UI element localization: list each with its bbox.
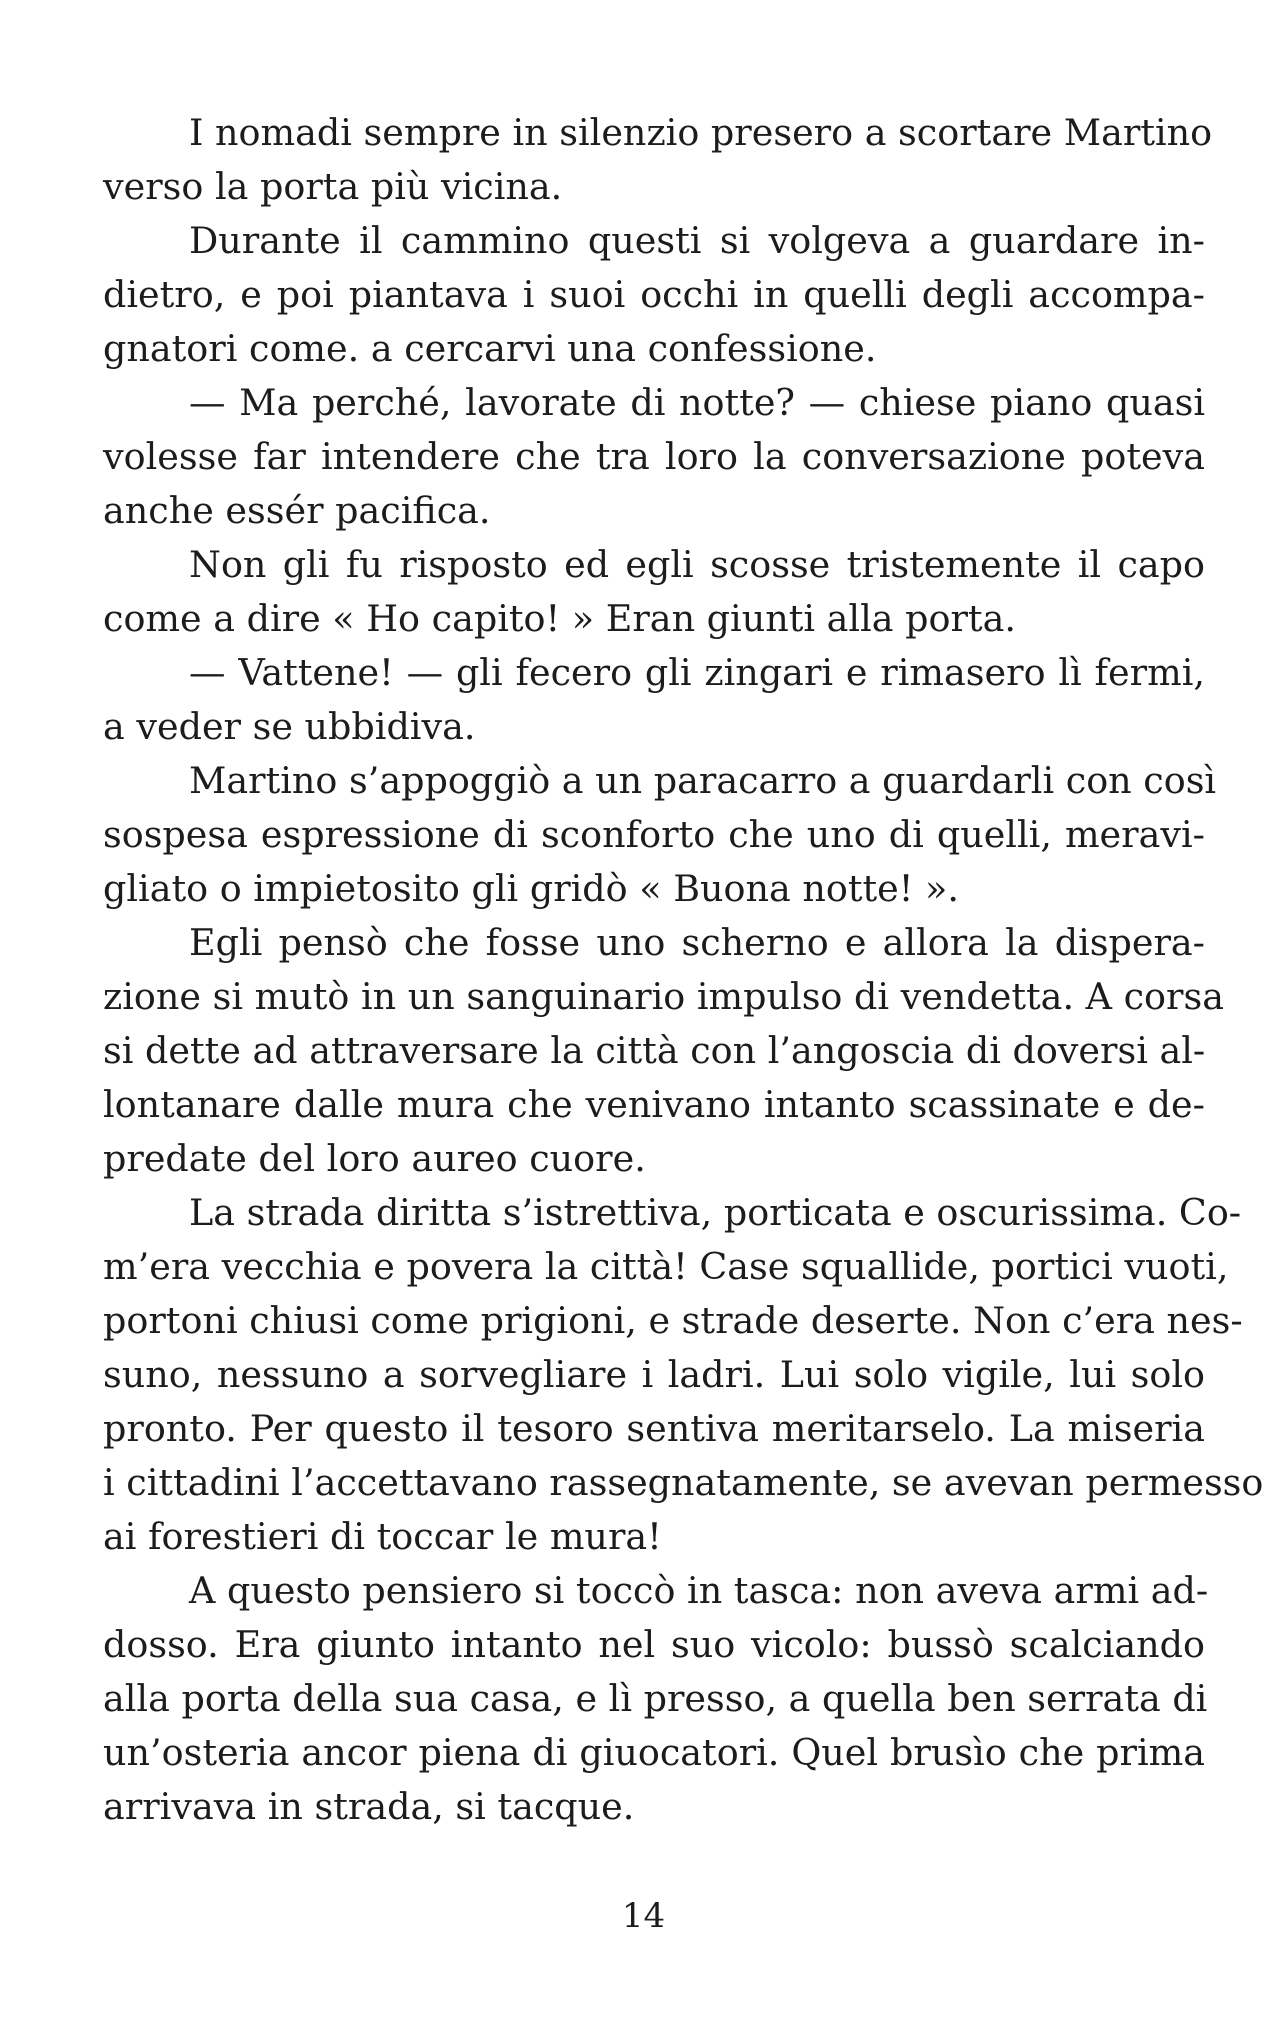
text-line: si dette ad attraversare la città con l’angoscia di doversi al- xyxy=(103,1029,1206,1072)
text-line: — Ma perché, lavorate di notte? — chiese piano quasi xyxy=(189,381,1205,424)
text-line: A questo pensiero si toccò in tasca: non aveva armi ad- xyxy=(189,1569,1209,1612)
text-line: un’osteria ancor piena di giuocatori. Quel brusìo che prima xyxy=(103,1731,1205,1774)
text-line: dietro, e poi piantava i suoi occhi in quelli degli accompa- xyxy=(103,273,1205,316)
page-number: 14 xyxy=(621,1896,666,1936)
text-line: come a dire « Ho capito! » Eran giunti alla porta. xyxy=(103,597,1016,640)
text-line: m’era vecchia e povera la città! Case squallide, portici vuoti, xyxy=(103,1245,1229,1288)
body-text xyxy=(103,106,1264,1834)
text-line: portoni chiusi come prigioni, e strade deserte. Non c’era nes- xyxy=(103,1299,1243,1342)
text-line: — Vattene! — gli fecero gli zingari e rimasero lì fermi, xyxy=(189,651,1205,694)
text-line: suno, nessuno a sorvegliare i ladri. Lui solo vigile, lui solo xyxy=(103,1353,1205,1396)
text-line: alla porta della sua casa, e lì presso, a quella ben serrata di xyxy=(103,1677,1208,1720)
text-line: gnatori come. a cercarvi una confessione. xyxy=(103,327,877,370)
text-line: predate del loro aureo cuore. xyxy=(103,1137,646,1180)
text-line: anche essér pacifica. xyxy=(103,489,491,532)
text-line: Durante il cammino questi si volgeva a guardare in- xyxy=(189,219,1205,262)
text-line: Non gli fu risposto ed egli scosse tristemente il capo xyxy=(189,543,1205,586)
text-line: zione si mutò in un sanguinario impulso di vendetta. A corsa xyxy=(103,975,1224,1018)
text-line: Martino s’appoggiò a un paracarro a guardarli con così xyxy=(189,759,1217,802)
text-line: La strada diritta s’istrettiva, porticata e oscurissima. Co- xyxy=(189,1191,1242,1234)
text-line: ai forestieri di toccar le mura! xyxy=(103,1515,662,1558)
text-line: verso la porta più vicina. xyxy=(103,165,563,208)
text-line: lontanare dalle mura che venivano intanto scassinate e de- xyxy=(103,1083,1205,1126)
text-line: volesse far intendere che tra loro la conversazione poteva xyxy=(103,435,1205,478)
text-line: dosso. Era giunto intanto nel suo vicolo: bussò scalciando xyxy=(103,1623,1205,1666)
text-line: a veder se ubbidiva. xyxy=(103,705,476,748)
text-line: sospesa espressione di sconforto che uno di quelli, meravi- xyxy=(103,813,1205,856)
text-line: gliato o impietosito gli gridò « Buona notte! ». xyxy=(103,867,959,910)
text-line: arrivava in strada, si tacque. xyxy=(103,1785,635,1828)
text-line: Egli pensò che fosse uno scherno e allora la dispera- xyxy=(189,921,1205,964)
text-line: i cittadini l’accettavano rassegnatamente, se avevan permesso xyxy=(103,1461,1264,1504)
text-line: I nomadi sempre in silenzio presero a scortare Martino xyxy=(189,111,1213,154)
text-line: pronto. Per questo il tesoro sentiva meritarselo. La miseria xyxy=(103,1407,1205,1450)
